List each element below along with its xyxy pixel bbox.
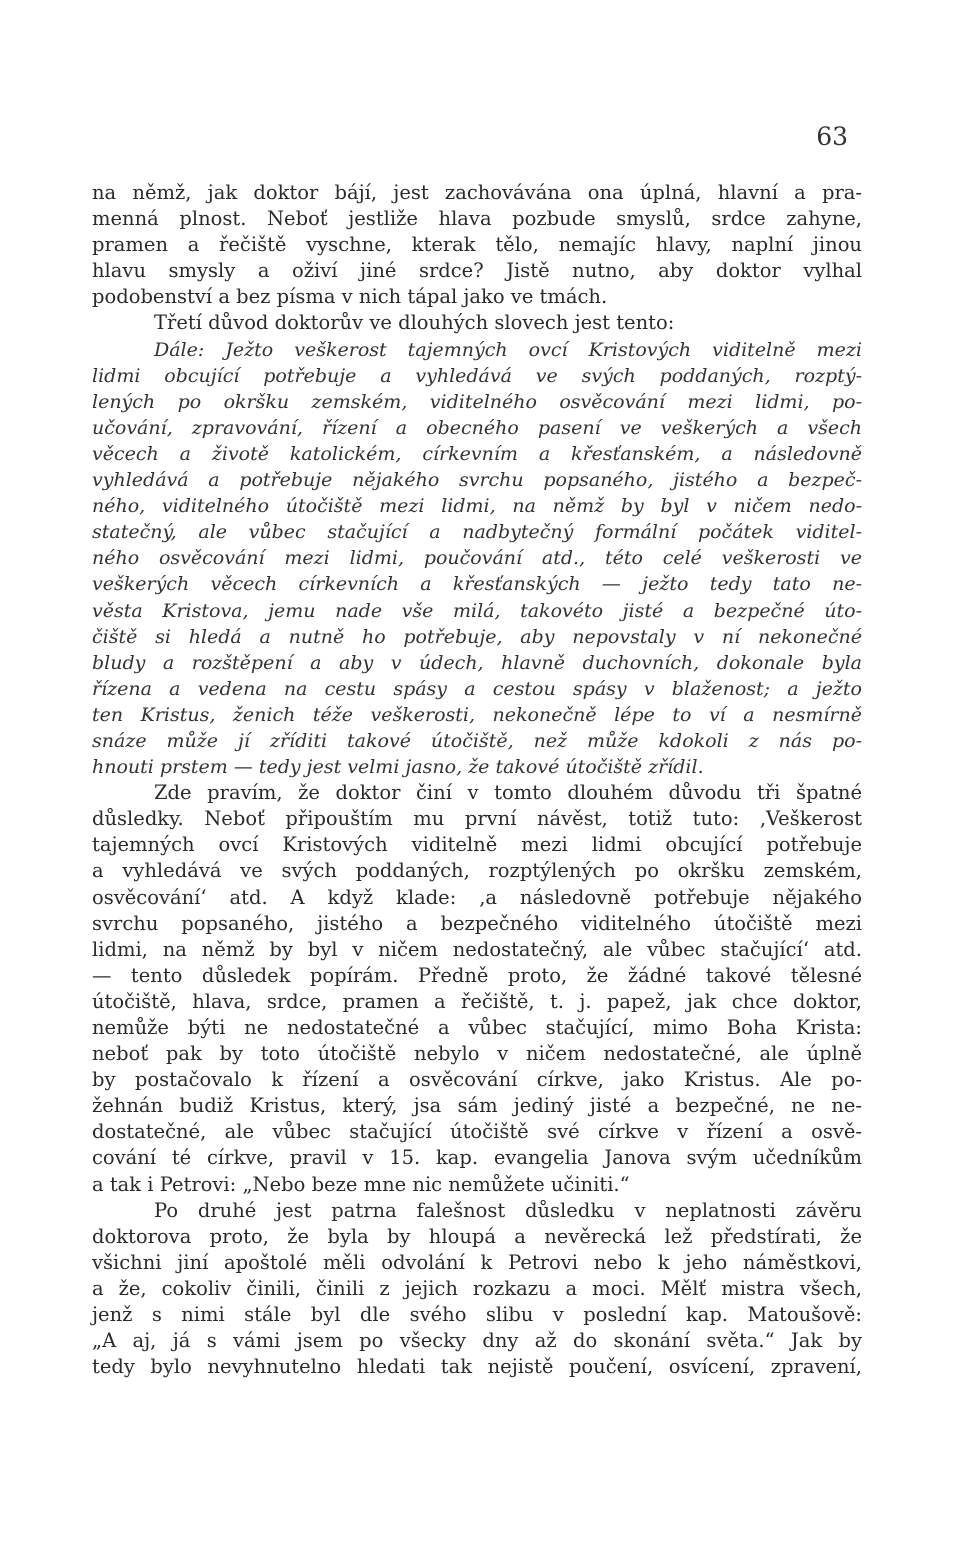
text-line: žehnán budiž Kristus, který, jsa sám jediný jisté a bezpečné, ne ne- xyxy=(92,1094,862,1118)
text-line: neboť pak by toto útočiště nebylo v ničem nedostatečné, ale úplně xyxy=(92,1042,862,1066)
text-line: tedy bylo nevyhnutelno hledati tak nejistě poučení, osvícení, zpravení, xyxy=(92,1355,862,1379)
text-line: ného osvěcování mezi lidmi, poučování atd., této celé veškerosti ve xyxy=(92,547,862,570)
text-line: důsledky. Neboť připouštím mu první návěst, totiž tuto: ‚Veškerost xyxy=(92,807,862,831)
text-line: by postačovalo k řízení a osvěcování církve, jako Kristus. Ale po- xyxy=(92,1068,862,1092)
text-line: lidmi obcující potřebuje a vyhledává ve svých poddaných, rozptý- xyxy=(92,364,862,387)
text-line: pramen a řečiště vyschne, kterak tělo, nemajíc hlavy, naplní jinou xyxy=(92,233,862,257)
page-number: 63 xyxy=(816,122,848,151)
text-line: ten Kristus, ženich téže veškerosti, nekonečně lépe to ví a nesmírně xyxy=(92,703,862,726)
text-line: dostatečné, ale vůbec stačující útočiště své církve v řízení a osvě- xyxy=(92,1120,862,1144)
text-line: veškerých věcech církevních a křesťanských — ježto tedy tato ne- xyxy=(92,573,862,596)
text-line: řízena a vedena na cestu spásy a cestou spásy v blaženost; a ježto xyxy=(92,677,862,700)
text-line: snáze může jí zříditi takové útočiště, než může kdokoli z nás po- xyxy=(92,729,862,752)
text-line: a tak i Petrovi: „Nebo beze mne nic nemůžete učiniti.“ xyxy=(92,1172,630,1196)
text-line: statečný, ale vůbec stačující a nadbytečný formální počátek viditel- xyxy=(92,521,862,544)
body-text xyxy=(92,180,862,1380)
text-line: „A aj, já s vámi jsem po všecky dny až do skonání světa.“ Jak by xyxy=(92,1329,862,1353)
text-line: Po druhé jest patrna falešnost důsledku v neplatnosti závěru xyxy=(154,1198,862,1222)
text-line: Zde pravím, že doktor činí v tomto dlouhém důvodu tři špatné xyxy=(154,781,862,805)
text-line: všichni jiní apoštolé měli odvolání k Petrovi nebo k jeho náměstkovi, xyxy=(92,1250,862,1274)
text-line: lených po okršku zemském, viditelného osvěcování mezi lidmi, po- xyxy=(92,390,862,413)
text-line: menná plnost. Neboť jestliže hlava pozbude smyslů, srdce zahyne, xyxy=(92,207,862,231)
text-line: učování, zpravování, řízení a obecného pasení ve veškerých a všech xyxy=(92,416,862,439)
text-line: věcech a životě katolickém, církevním a křesťanském, a následovně xyxy=(92,442,862,465)
text-line: a vyhledává ve svých poddaných, rozptýlených po okršku zemském, xyxy=(92,859,862,883)
text-line: hlavu smysly a oživí jiné srdce? Jistě nutno, aby doktor vylhal xyxy=(92,259,862,283)
text-line: na němž, jak doktor bájí, jest zachovávána ona úplná, hlavní a pra- xyxy=(92,181,862,204)
text-line: útočiště, hlava, srdce, pramen a řečiště, t. j. papež, jak chce doktor, xyxy=(92,989,862,1013)
text-line: podobenství a bez písma v nich tápal jako ve tmách. xyxy=(92,285,608,309)
text-line: Třetí důvod doktorův ve dlouhých slovech jest tento: xyxy=(154,311,675,335)
text-line: věsta Kristova, jemu nade vše milá, takovéto jisté a bezpečné úto- xyxy=(92,599,862,622)
text-line: a že, cokoliv činili, činili z jejich rozkazu a moci. Mělť mistra všech, xyxy=(92,1276,862,1300)
text-line: vyhledává a potřebuje nějakého svrchu popsaného, jistého a bezpeč- xyxy=(92,469,862,492)
text-line: ného, viditelného útočiště mezi lidmi, na němž by byl v ničem nedo- xyxy=(92,495,862,518)
text-line: jenž s nimi stále byl dle svého slibu v poslední kap. Matoušově: xyxy=(92,1303,862,1327)
text-line: nemůže býti ne nedostatečné a vůbec stačující, mimo Boha Krista: xyxy=(92,1016,862,1039)
text-line: čiště si hledá a nutně ho potřebuje, aby nepovstaly v ní nekonečné xyxy=(92,625,862,648)
text-line: tajemných ovcí Kristových viditelně mezi lidmi obcující potřebuje xyxy=(92,833,862,857)
text-line: osvěcování‘ atd. A když klade: ‚a následovně potřebuje nějakého xyxy=(92,885,862,909)
text-line: lidmi, na němž by byl v ničem nedostatečný, ale vůbec stačující‘ atd. xyxy=(92,937,862,961)
text-line: bludy a rozštěpení a aby v údech, hlavně duchovních, dokonale byla xyxy=(92,651,862,674)
text-line: doktorova proto, že byla by hloupá a nevěrecká lež předstírati, že xyxy=(92,1224,862,1248)
text-line: svrchu popsaného, jistého a bezpečného viditelného útočiště mezi xyxy=(92,911,862,935)
text-line: — tento důsledek popírám. Předně proto, že žádné takové tělesné xyxy=(92,963,862,987)
text-line: cování té církve, pravil v 15. kap. evangelia Janova svým učedníkům xyxy=(92,1146,862,1170)
text-line: hnouti prstem — tedy jest velmi jasno, že takové útočiště zřídil. xyxy=(92,756,704,779)
text-line: Dále: Ježto veškerost tajemných ovcí Kristových viditelně mezi xyxy=(154,338,862,361)
